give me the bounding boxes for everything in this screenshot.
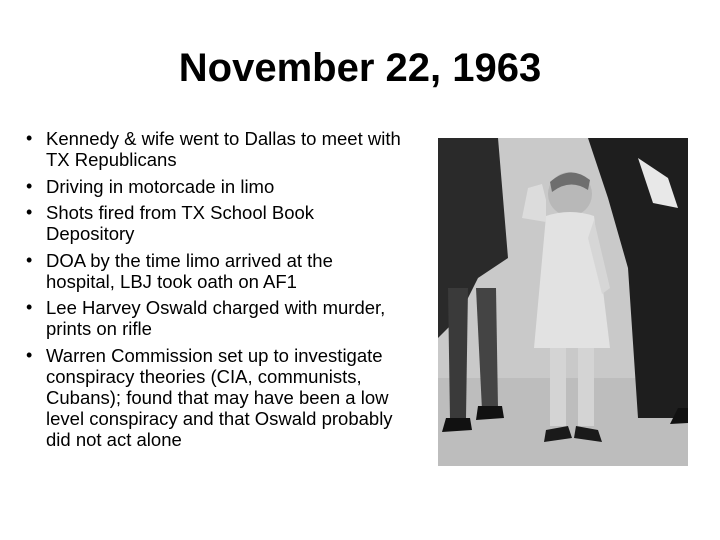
bullet-item bbox=[24, 250, 404, 292]
bullet-dot: • bbox=[26, 344, 33, 365]
bullet-item bbox=[24, 345, 404, 450]
bullet-item bbox=[24, 297, 404, 339]
adult-leg-1 bbox=[448, 288, 468, 420]
bullet-dot: • bbox=[26, 297, 33, 317]
bullet-text: Warren Commission set up to investigate conspiracy theories (CIA, communists, Cubans); found that may have been a low level conspiracy and that Oswald probably did not act alone bbox=[46, 344, 393, 450]
bullet-dot: • bbox=[26, 249, 33, 270]
bullet-dot: • bbox=[26, 175, 33, 196]
shoe-1 bbox=[442, 418, 472, 432]
salute-photo-illustration bbox=[438, 138, 688, 466]
shoe-2 bbox=[476, 406, 504, 420]
bullet-dot: • bbox=[26, 128, 33, 148]
bullet-text: Lee Harvey Oswald charged with murder, prints on rifle bbox=[46, 297, 386, 339]
slide-title: November 22, 1963 bbox=[178, 46, 542, 90]
bullet-dot: • bbox=[26, 202, 33, 222]
bullet-item bbox=[24, 128, 404, 170]
child-leg-right bbox=[578, 348, 594, 426]
bullet-item bbox=[24, 202, 404, 244]
bullet-text: Kennedy & wife went to Dallas to meet with TX Republicans bbox=[46, 128, 401, 170]
salute-photo bbox=[438, 138, 688, 466]
child-leg-left bbox=[550, 348, 566, 426]
bullet-text: Shots fired from TX School Book Depository bbox=[46, 202, 315, 244]
bullet-item bbox=[24, 176, 404, 197]
bullet-list bbox=[24, 128, 404, 455]
bullet-text: Driving in motorcade in limo bbox=[46, 175, 275, 197]
bullet-text: DOA by the time limo arrived at the hospital, LBJ took oath on AF1 bbox=[46, 249, 333, 292]
